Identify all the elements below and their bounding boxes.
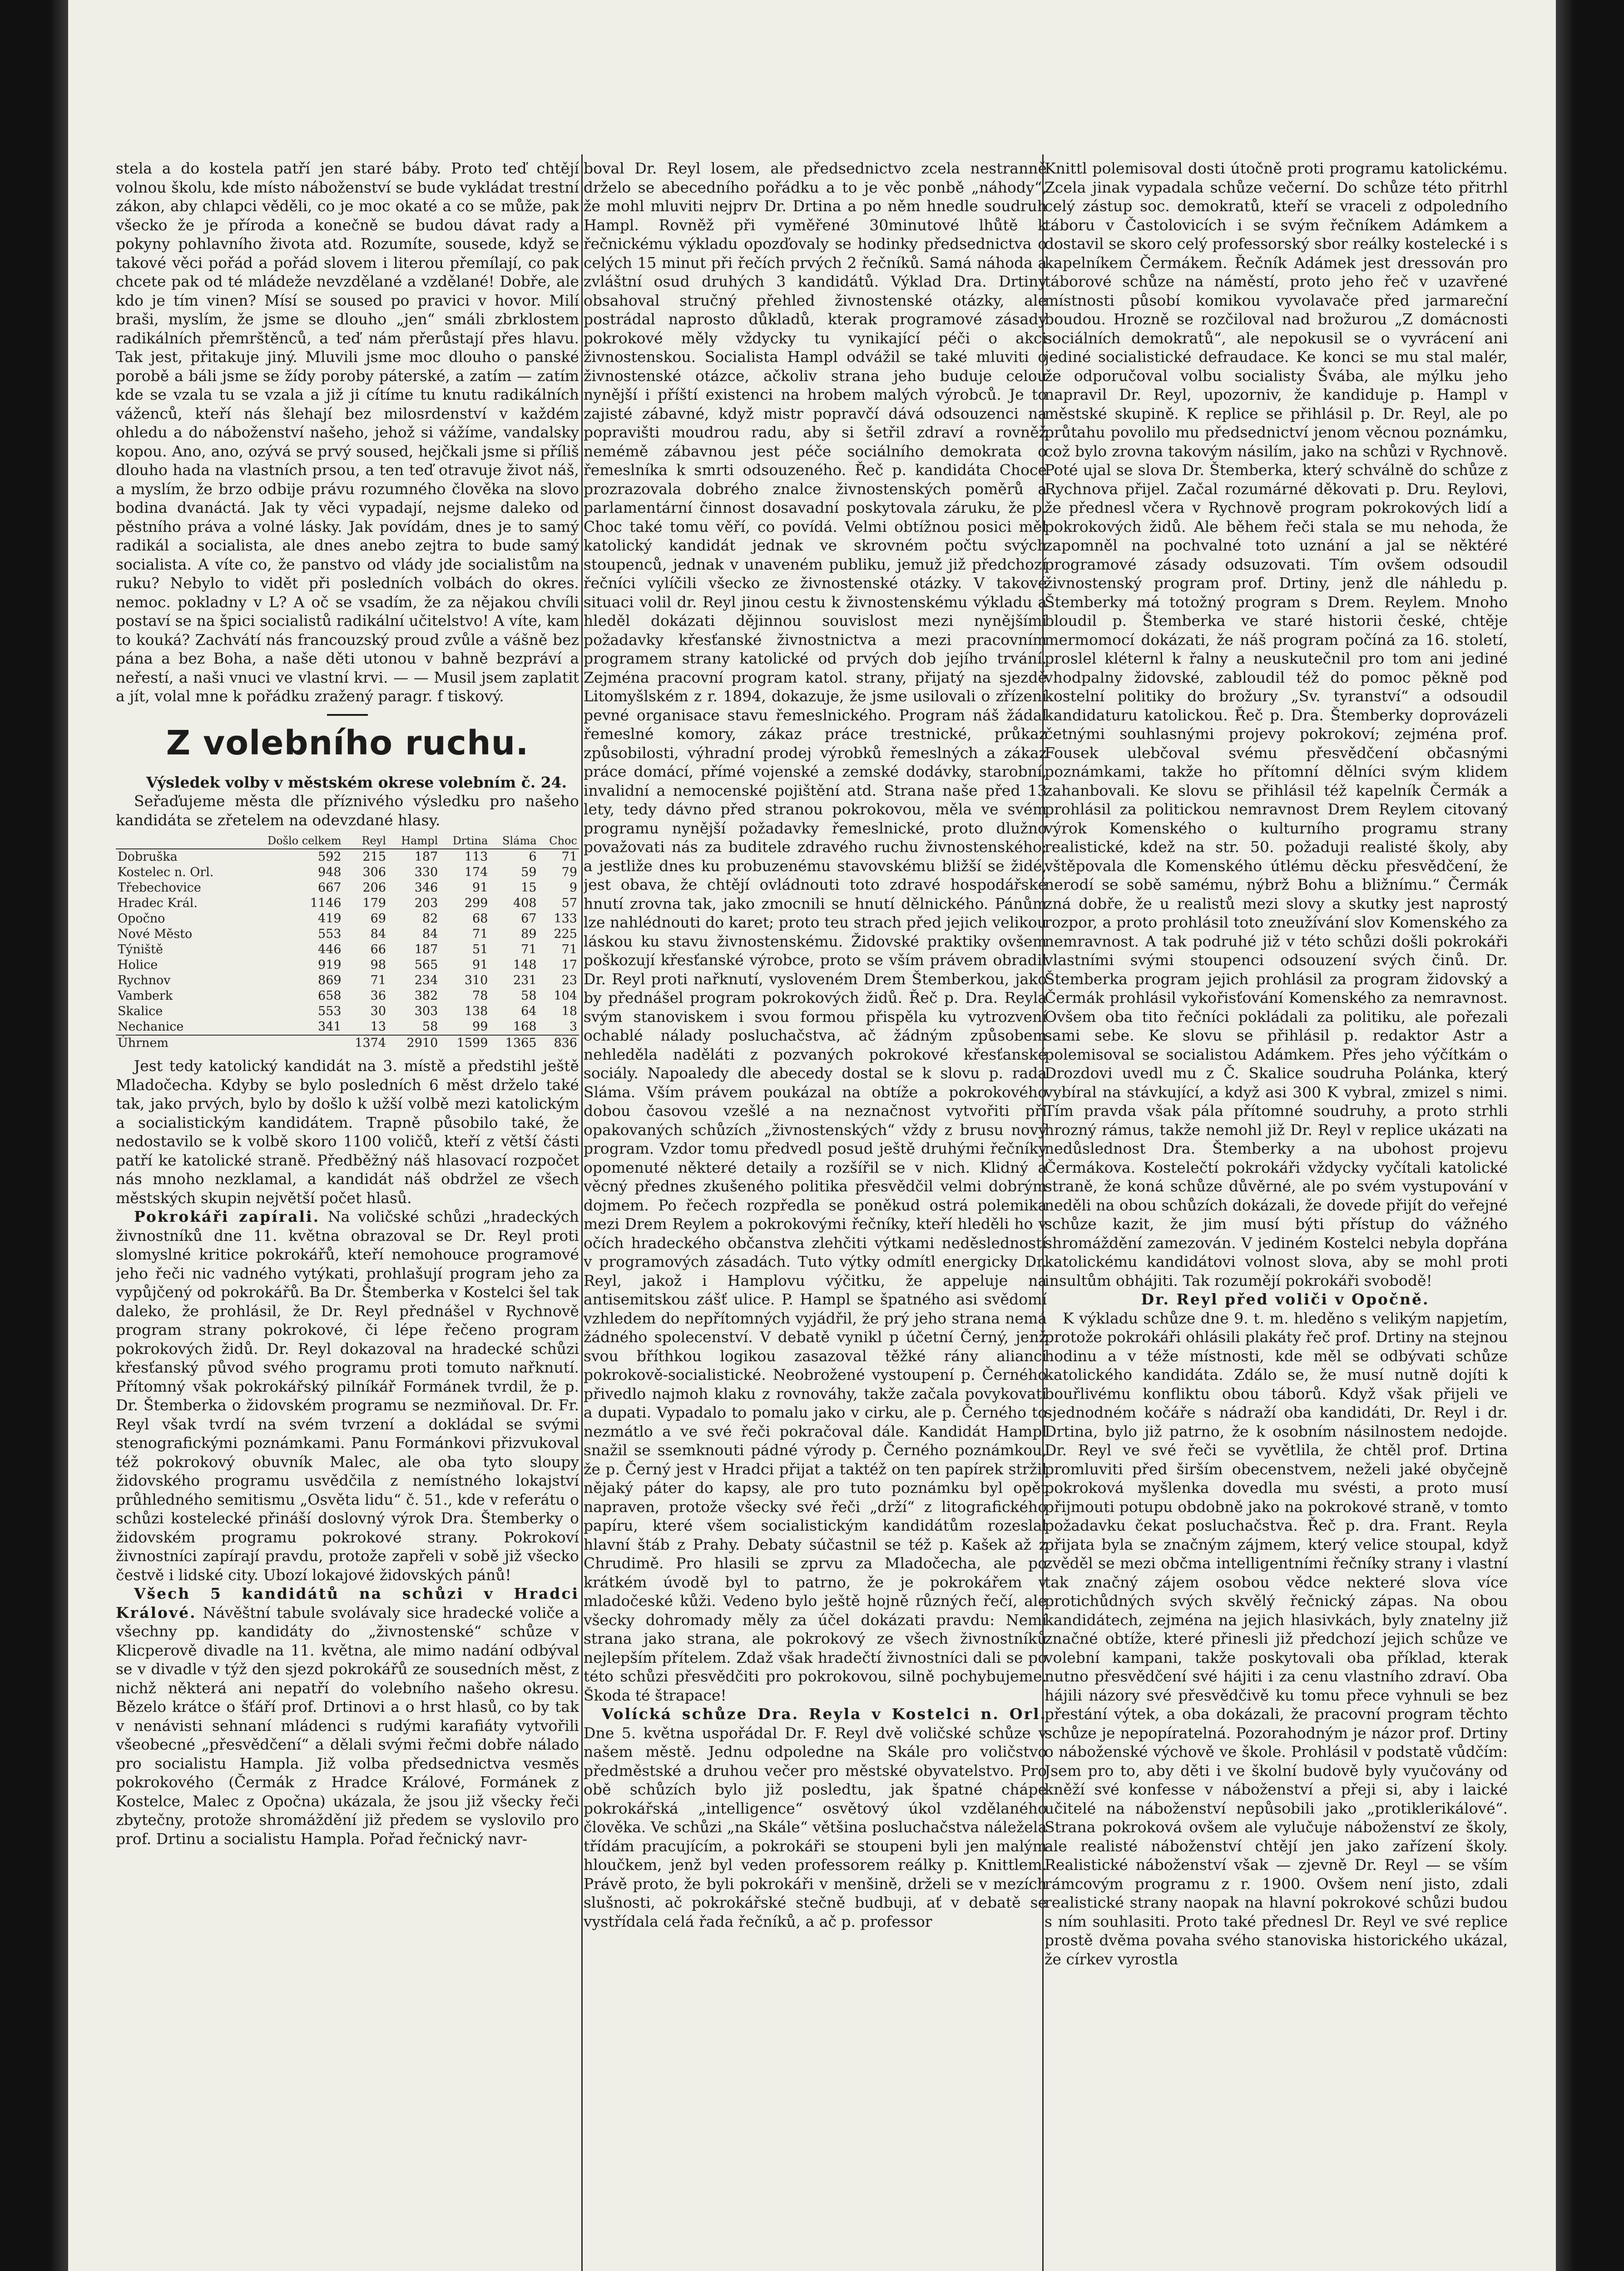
table-row: [116, 1019, 579, 1035]
table-cell-value: 51: [472, 942, 488, 957]
table-header-cell: Drtina: [440, 833, 490, 849]
column-rule-1: [581, 154, 583, 2271]
table-cell-value: 206: [362, 881, 386, 895]
table-header-cell: Došlo celkem: [244, 833, 343, 849]
table-cell-value: 187: [414, 942, 438, 957]
table-cell-value: 138: [464, 1004, 488, 1018]
col3-paragraph-1: Knittl polemisoval dosti útočně proti programu katolickému. Zcela jinak vypadala schůze večerní. Do schůze této přitrhl celý zástup soc. demokratů, kteří se vraceli z odpoledního táboru v Častolovicích i se svým řečníkem Adámkem a dostavil se skoro celý professorský sbor reálky kostelecké i s kapelníkem Čermákem. Řečník Adámek jest dressován pro táborové schůze na náměstí, proto jeho řeč v uzavřené místnosti působí komikou vyvolavače před jarmareční boudou. Hrozně se rozčiloval nad brožurou „Z domácnosti sociálních demokratů“, ale nepokusil se o vyvrácení ani jediné socialistické defraudace. Ke konci se mu stal malér, že odporučoval volbu socialisty Švába, ale mýlku jeho napravil Dr. Reyl, upozorniv, že kandiduje p. Hampl v městské skupině. K replice se přihlásil p. Dr. Reyl, ale po průtahu povolilo mu předsednictví jenom věcnou poznámku, což bylo zrovna takovým násilím, jako na schůzi v Rychnově. Poté ujal se slova Dr. Štemberka, který schválně do schůze z Rychnova přijel. Začal rozumárné děkovati p. Dru. Reylovi, že přednesl včera v Rychnově program pokrokových lidí a pokrokových židů. Ale během řeči stala se mu nehoda, že zapomněl na pochvalné toto uznání a jal se něktéré programové zásady odsuzovati. Tím ovšem odsoudil živnostenský program prof. Drtiny, jenž dle náhledu p. Štemberky má totožný program s Drem. Reylem. Mnoho bloudil p. Štemberka ve staré historii české, chtěje mermomocí dokázati, že náš program počíná za 16. století, proslel kléternl k řalny a neuskutečnil pro tom ani jediné vhodpalny židovské, zabloudil též do pomoc pěkně pod kostelní politiky do brožury „Sv. tyranství“ a odsoudil kandidaturu katolickou. Řeč p. Dra. Štemberky doprovázeli četnými souhlasnými projevy pokrokoví; zejména prof. Fousek ulebčoval svému přesvědčení občasnými poznámkami, takže ho přítomní dělníci svým klidem zahanbovali. Ke slovu se přihlásil též kapelník Čermák a prohlásil za politickou nemravnost Drem Reylem citovaný výrok Komenského o kulturního programu strany realistické, kdež na str. 50. požaduji realisté školy, aby vštěpovala dle Komenského útlému děcku přesvědčení, že nerodí se sobě samému, nýbrž Bohu a bližnímu.“ Čermák zná dobře, že u realistů mezi slovy a skutky jest naprostý rozpor, a proto prohlásil toto zneužívání slov Komenského za nemravnost. A tak podruhé již v této schůzi došli pokrokáři vlastními svými stoupenci odsouzení svých činů. Dr. Štemberka program jejich prohlásil za program židovský a Čermák prohlásil vykořisťování Komenského za nemravnost. Ovšem oba tito řečníci pokládali za politiku, ale pořezali sami sebe. Ke slovu se přihlásil p. redaktor Astr a polemisoval se socialistou Adámkem. Přes jeho výčítkám o Drozdovi uvedl mu z Č. Skalice soudruha Polánka, který vybíral na stávkující, a když asi 300 K vybral, zmizel s nimi. Tím pravda však pála přítomné soudruhy, a proto strhli hrozný rámus, takže nemohl již Dr. Reyl v replice ukázati na nedůslednost Dra. Štemberky a na ubohost projevu Čermákova. Kostelečtí pokrokáři vždycky vyčítali katolické straně, že koná schůze důvěrné, ale po svém vystupování v neděli na obou schůzích dokázali, že dovede přijít do veřejné schůze kazit, že jim musí býti přístup do vážného shromáždění zamezován. V jediném Kostelci nebyla dopřána katolickému kandidátovi volnost slova, aby se mohl proti insultům obhájiti. Tak rozumějí pokrokáři svobodě!: [1045, 159, 1508, 1289]
table-cell-value: 79: [561, 865, 577, 879]
table-cell-value: 203: [414, 896, 438, 910]
table-cell-value: 234: [414, 973, 438, 987]
table-cell-value: 13: [370, 1020, 386, 1034]
table-cell-town: Týniště: [118, 942, 163, 957]
scan-border-right: [1556, 0, 1624, 2271]
table-row: [116, 973, 579, 988]
table-cell-town: Nechanice: [118, 1020, 184, 1034]
table-row: [116, 880, 579, 896]
table-cell-value: 299: [464, 896, 488, 910]
col1-paragraph-3: Jest tedy katolický kandidát na 3. místě a předstihl ještě Mladočecha. Kdyby se bylo posledních 6 měst drželo také tak, jako prvých, bylo by došlo k užší volbě mezi katolickým a socialistickým kandidátem. Trapně působilo také, že nedostavilo se k volbě skoro 1100 voličů, kteří z větší části patří ke katolické straně. Předběžný náš hlasovací rozpočet nás mnoho nezklamal, a kandidát náš obdržel ze všech městských skupin největší počet hlasů.: [116, 1057, 579, 1207]
table-cell-value: 3: [569, 1020, 577, 1034]
table-cell-value: 1146: [310, 896, 342, 910]
table-cell-value: 408: [513, 896, 537, 910]
table-cell-value: 231: [513, 973, 537, 987]
table-cell-value: 667: [318, 881, 342, 895]
table-cell-value: 91: [472, 958, 488, 972]
table-cell-town: Nové Město: [118, 927, 193, 941]
paragraph-lead: Všech 5 kandidátů na schůzi v Hradci Králové.: [116, 1585, 579, 1621]
table-cell-value: 553: [318, 1004, 342, 1018]
table-cell-value: 91: [472, 881, 488, 895]
table-total-value: 1374: [343, 1035, 388, 1051]
table-total-value: 1365: [490, 1035, 538, 1051]
table-cell-value: 174: [464, 865, 488, 879]
paragraph-body: Dne 5. května uspořádal Dr. F. Reyl dvě voličské schůze v našem městě. Jednu odpoledne na Skále pro voličstvo předměstské a druhou večer pro městské obyvatelstvo. Pro obě schůzích bylo již posledtu, jak špatné chápe pokrokářská „intelligence“ osvětový úkol vzdělaného člověka. Ve schůzi „na Skále“ většina posluchačstva náležela třídám pracujícím, a pokrokáři se stoupeni byli jen malým hloučkem, jenž byl veden professorem reálky p. Knittlem. Právě proto, že byli pokrokáři v menšině, drželi se v mezích slušnosti, ač pokrokářské stečně budbuji, ať v debatě se vystřídala celá řada řečníků, a ač p. professor: [584, 1724, 1047, 1930]
table-cell-value: 71: [561, 850, 577, 864]
table-cell-value: 341: [318, 1020, 342, 1034]
table-cell-value: 148: [513, 958, 537, 972]
table-cell-value: 346: [414, 881, 438, 895]
table-cell-value: 18: [561, 1004, 577, 1018]
col3-heading: [1045, 1290, 1508, 1309]
table-cell-value: 658: [318, 989, 342, 1003]
table-cell-value: 71: [370, 973, 386, 987]
table-cell-value: 168: [513, 1020, 537, 1034]
column-1: [116, 159, 579, 2271]
table-cell-value: 69: [370, 912, 386, 926]
col2-paragraph-1: boval Dr. Reyl losem, ale předsednictvo zcela nestranně drželo se abecedního pořádku a to je věc ponbě „náhody“, že mohl mluviti nejprv Dr. Drtina a po něm hnedle soudruh Hampl. Rovněž při vyměřené 30minutové lhůtě k řečnickému výkladu opozďovaly se hodinky předsednictva o celých 15 minut při řečích prvých 2 řečníků. Samá náhoda a zvláštní osud druhých 3 kandidátů. Výklad Dra. Drtiny obsahoval stručný přehled živnostenské otázky, ale postrádal naprosto důkladů, kterak programové zásady pokrokové měly vždycky tu vynikající péči o akci živnostenskou. Socialista Hampl odvážil se také mluviti o živnostenské otázce, ačkoliv strana jeho buduje celou nynější i příští existenci na hrobem malých výrobců. Je to zajisté zábavné, když mistr popravčí dává odsouzenci na popravišti moudrou radu, aby si šetřil zdraví a rovněž nemémě zábavnou jest péče sociálního demokrata o řemeslníka k smrti odsouzeného. Řeč p. kandidáta Choce prozrazovala dobrého znalce živnostenských poměrů a parlamentární činnost dosavadní poskytovala záruku, že p. Choc také tomu věří, co povídá. Velmi obtížnou posici měl katolický kandidát jednak ve skrovném počtu svých stoupenců, jednak v unaveném publiku, jemuž již předchozí řečníci vylíčili všecko ze živnostenské otázky. V takové situaci volil dr. Reyl jinou cestu k živnostenskému výkladu a hleděl dokázati dějinnou souvislost mezi nynějšími požadavky křesťanské živnostnictva a mezi pracovním programem strany katolické od prvých dob jejího trvání. Zejména pracovní program katol. strany, přijatý na sjezdě Litomyšlském z r. 1894, dokazuje, že jsme usilovali o zřízení pevné organisace stavu řemeslnického. Program náš žádal řemeslné komory, zákaz práce trestnické, průkaz způsobilosti, výhradní prodej výrobků řemeslných a zákaz práce domácí, přímé vojenské a zemské dodávky, starobní, invalidní a nemocenské pojištění atd. Strana naše před 13 lety, tedy dávno před stranou pokrokovou, měla ve svém programu nynější požadavky řemeslnické, proto dlužno považovati nás za buditele zdravého ruchu živnostenského; a jestliže dnes ku probuzenému stavovskému bližší se židé, jest obava, že chtějí ovládnouti toto zdravé hospodářské hnutí zrovna tak, jako zmocnili se hnutí dělnického. Pánům lze nahlédnouti do karet; proto teu strach před jejich velikou láskou ku stavu živnostenskému. Židovské praktiky ovšem poškozují křesťanské výrobce, proto se vším právem obradil Dr. Reyl proti nařknutí, vysloveném Drem Štemberkou, jako by přednášel program pokrokových židů. Řeč p. Dra. Reyla svým stanoviskem i svou formou přispěla ku vytrozvení ochablé nálady posluchačstva, ač žádným způsobem nehleděla naděláti z pozvaných pokrokové křesťanské sociály. Napoaledy dle abecedy dostal se k slovu p. rada Sláma. Vším právem poukázal na obtíže a pokrokového dobou časovou vzešlé a na neznačnost vytvořiti při opakovaných schůzích „živnostenských“ vždy z brusu nový program. Vzdor tomu předvedl posud ještě druhými řečníky opomenuté některé detaily a rozšířil se v nich. Klidný a věcný přednes zkušeného politika přesvědčil velmi dobrým dojmem. Po řečech rozpředla se poněkud ostrá polemika mezi Drem Reylem a pokrokovými řečníky, kteří hleděli ho v očích hradeckého občanstva zlehčiti výtkami neděsledností v programových zásadách. Tuto výtky odmítl energicky Dr. Reyl, jakož i Hamplovu výčitku, že appeluje na antisemitskou zášť ulice. P. Hampl se špatného asi svědomí vzhledem do nepřítomných vyjádřil, že prý jeho strana nemá žádného spolecenství. V debatě vynikl p účetní Černý, jenž svou bříthkou logikou zasazoval těžké rány alianci pokrokově-socialistické. Neobrožené vystoupení p. Černého přivedlo najmoh klaku z rovnováhy, takže začala povykovati a dupati. Vypadalo to pomalu jako v cirku, ale p. Černého to nezmátlo a ve své řeči pokračoval dále. Kandidát Hampl snažil se ssemknouti pádné výrody p. Černého poznámkou, že p. Černý jest v Hradci přijat a taktéž on ten papírek stržil nějaký páter do kapsy, ale pro tuto poznámku byl opět napraven, protože všecky své řeči „drží“ z litografického papíru, které všem socialistickým kandidátům rozeslal hlavní štáb z Prahy. Debaty súčastnil se též p. Kašek až z Chrudimě. Pro hlasili se zprvu za Mladočecha, ale po krátkém úvodě byl to patrno, že je pokrokářem v mladočeské kůži. Vedeno bylo ještě hojně různých řečí, ale všecky dohromady měly za účel dokázati pravdu: Nemí strana jako strana, ale pokrokový ze všech živnostníků nejlepším přítelem. Zdaž však hradečtí živnostníci dali se po této schůzi přesvědčiti pro pokrokovou, silně pochybujeme. Škoda té štrapace!: [584, 159, 1047, 1704]
table-row: [116, 988, 579, 1004]
table-cell-value: 84: [422, 927, 438, 941]
table-row: [116, 1004, 579, 1019]
table-row: [116, 865, 579, 880]
table-cell-value: 919: [318, 958, 342, 972]
table-cell-town: Kostelec n. Orl.: [118, 865, 214, 879]
scan-border-left: [0, 0, 68, 2271]
table-cell-town: Opočno: [118, 912, 165, 926]
table-cell-value: 9: [569, 881, 577, 895]
table-cell-value: 303: [414, 1004, 438, 1018]
table-total-row: [116, 1035, 579, 1051]
col1-paragraph-4: [116, 1207, 579, 1584]
table-cell-value: 215: [362, 850, 386, 864]
table-cell-value: 565: [414, 958, 438, 972]
table-cell-value: 225: [554, 927, 577, 941]
table-cell-value: 58: [521, 989, 537, 1003]
table-total-value: 836: [539, 1035, 579, 1051]
table-header-row: [116, 833, 579, 849]
table-cell-value: 6: [529, 850, 537, 864]
table-cell-value: 71: [561, 942, 577, 957]
table-cell-value: 64: [521, 1004, 537, 1018]
result-subhead: Výsledek volby v městském okrese volebním č. 24.: [146, 773, 567, 791]
table-cell-value: 84: [370, 927, 386, 941]
table-cell-value: 592: [318, 850, 342, 864]
table-cell-value: 113: [464, 850, 488, 864]
column-3: [1045, 159, 1508, 2271]
table-header-cell: Sláma: [490, 833, 538, 849]
table-cell-value: 66: [370, 942, 386, 957]
table-cell-value: 310: [464, 973, 488, 987]
paragraph-body: Na voličské schůzi „hradeckých živnostníků dne 11. května obrazoval se Dr. Reyl proti slomyslné kritice pokrokářů, kteří nemohouce programové jeho řeči nic vadného vytýkati, prohlašují program jeho za vypůjčený od pokrokářů. Ba Dr. Štemberka v Kostelci šel tak daleko, že prohlásil, že Dr. Reyl přednášel v Rychnově program strany pokrokové, či lépe řečeno program pokrokových židů. Dr. Reyl dokazoval na hradecké schůzi křesťanský původ svého programu proti tomuto nařknutí. Přítomný však pokrokářský pilníkář Formánek tvrdil, že p. Dr. Štemberka o židovském programu se nezmiňoval. Dr. Fr. Reyl však tvrdí na svém tvrzení a dokládal se svými stenografickými poznámkami. Panu Formánkovi přizvukoval též pokrokový obuvník Malec, ale oba tyto sloupy židovského programu usvědčila z nemístného lokajství průhledného semitismu „Osvěta lidu“ č. 51., kde v referátu o schůzi kostelecké přináší doslovný výrok Dra. Štemberky o židovském programu pokrokové strany. Pokrokoví živnostníci zapírají pravdu, protože zapřeli v sobě již všecko čestvě i lidské city. Ubozí lokajové židovských pánů!: [116, 1208, 579, 1584]
table-cell-value: 58: [422, 1020, 438, 1034]
table-row: [116, 911, 579, 927]
separator-dash: [327, 714, 368, 716]
section-title: Z volebního ruchu.: [166, 723, 529, 763]
table-cell-value: 17: [561, 958, 577, 972]
table-cell-value: 330: [414, 865, 438, 879]
table-row: [116, 927, 579, 942]
paragraph-lead: Pokrokáři zapírali.: [134, 1208, 320, 1225]
col2-paragraph-2: [584, 1705, 1047, 1931]
table-header-cell: Choc: [539, 833, 579, 849]
table-cell-town: Rychnov: [118, 973, 171, 987]
election-results-table: [116, 833, 579, 1051]
result-intro: Seřaďujeme města dle příznivého výsledku pro našeho kandidáta se zřetelem na odevzdané hlasy.: [116, 792, 579, 829]
table-cell-value: 71: [472, 927, 488, 941]
table-cell-town: Vamberk: [118, 989, 173, 1003]
col3-paragraph-2: K výkladu schůze dne 9. t. m. hleděno s velikým napjetím, protože pokrokáři ohlásili plakáty řeč prof. Drtiny na stejnou hodinu a v téže místnosti, kde měl se odbývati schůze katolického kandidáta. Zdálo se, že musí nutně dojíti k bouřlivému konfliktu obou táborů. Když však přijeli ve sjednodném kočáře s nádraží oba kandidáti, Dr. Reyl i dr. Drtina, bylo již patrno, že k osobním násilnostem nedojde. Dr. Reyl ve své řeči se vyvětlila, že chtěl prof. Drtina promluviti před širším obecenstvem, neželi jaké obyčejně pokroková myšlenka dovedla mu svésti, a proto musí přijmouti potupu obdobně jako na pokrokové straně, v tomto požadavku čekat posluchačstva. Řeč p. dra. Frant. Reyla přijata byla se značným zájmem, který velice stoupal, když zvěděl se mezi občma intelligentními řečníky strany i vlastní tak značný zájem osobou vědce nekteré slova více protichůdných svých skvělý řečnický zápas. Na obou kandidátech, zejména na jejich hlasivkách, byly znatelny již značné obtíže, které přinesli již předchozí jejich schůze ve volební kampani, takže poskytovali oba příklad, kterak nutno přesvědčení své hájiti i za cenu vlastního zdraví. Oba hájili názory své přesvědčivě ku tomu přece vyhnuli se bez přestání výtek, a oba dokázali, že pracovní program těchto schůze je nepopíratelná. Pozorahodným je názor prof. Drtiny o náboženské výchově ve škole. Prohlásil v podstatě vůdčím: Jsem pro to, aby děti i ve školní budově byly vyučovány od kněží své konfesse v náboženství a přeji si, aby i laické učitelé na náboženství nepůsobili jako „protiklerikálové“. Strana pokroková ovšem ale vylučuje náboženství ze školy, ale realisté náboženství chtějí jen jako zařízení školy. Realistické náboženství však — zjevně Dr. Reyl — se vším rámcovým programu z r. 1900. Ovšem není jisto, zdali realistické strany naopak na hlavní pokrokové schůzi budou s ním souhlasiti. Proto také přednesl Dr. Reyl ve své replice prostě dvěma povaha svého stanoviska historického ukázal, že církev vyrostla: [1045, 1309, 1508, 1968]
table-row: [116, 957, 579, 973]
table-cell-value: 98: [370, 958, 386, 972]
table-cell-value: 30: [370, 1004, 386, 1018]
table-cell-town: Třebechovice: [118, 881, 201, 895]
table-cell-value: 179: [362, 896, 386, 910]
table-cell-value: 99: [472, 1020, 488, 1034]
table-cell-value: 133: [554, 912, 577, 926]
table-header-cell: Reyl: [343, 833, 388, 849]
table-cell-value: 446: [318, 942, 342, 957]
table-cell-value: 948: [318, 865, 342, 879]
table-cell-value: 419: [318, 912, 342, 926]
table-cell-value: 89: [521, 927, 537, 941]
table-row: [116, 896, 579, 911]
table-cell-value: 67: [521, 912, 537, 926]
table-cell-value: 68: [472, 912, 488, 926]
table-total-value: 2910: [388, 1035, 440, 1051]
table-cell-value: 553: [318, 927, 342, 941]
table-cell-value: 36: [370, 989, 386, 1003]
table-cell-value: 104: [554, 989, 577, 1003]
table-cell-value: 57: [561, 896, 577, 910]
table-header-cell: [116, 833, 244, 849]
paragraph-body: Návěštní tabule svolávaly sice hradecké voliče a všechny pp. kandidáty do „živnostenské“ schůze v Klicperově divadle na 11. května, ale mimo nadání odbýval se v divadle v týž den sjezd pokrokářů ze sousedních měst, z nichž některá ani nepatří do volebního našeho okresu. Bězelo krátce o šťáří prof. Drtinovi a o hrst hlasů, co by tak v nenávisti sehnaní mládenci s rudými karafiáty vytvořili všeobecné „přesvědčení“ a dělali svými řečmi dobře nálado pro socialistu Hampla. Již volba předsednictva vesměs pokrokového (Čermák z Hradce Králové, Formánek z Kostelce, Malec z Opočna) ukázala, že jsou již všecky řeči zbytečny, protože shromáždění již předem se vyslovilo pro prof. Drtinu a socialistu Hampla. Pořad řečnický navr-: [116, 1603, 579, 1848]
table-total-value: 1599: [440, 1035, 490, 1051]
table-row: [116, 942, 579, 957]
table-total-value: [244, 1035, 343, 1051]
table-cell-value: 15: [521, 881, 537, 895]
table-cell-value: 869: [318, 973, 342, 987]
table-body: [116, 849, 579, 1051]
table-cell-value: 187: [414, 850, 438, 864]
paragraph-lead: Volícká schůze Dra. Reyla v Kostelci n. Orl.: [602, 1705, 1047, 1723]
column-2: [584, 159, 1047, 2271]
table-cell-town: Skalice: [118, 1004, 163, 1018]
table-cell-value: 71: [521, 942, 537, 957]
table-cell-value: 382: [414, 989, 438, 1003]
table-cell-town: Dobruška: [118, 850, 178, 864]
table-cell-value: 78: [472, 989, 488, 1003]
col1-paragraph-5: [116, 1584, 579, 1848]
paragraph-lead: Dr. Reyl před voliči v Opočně.: [1141, 1290, 1430, 1308]
table-cell-town: Hradec Král.: [118, 896, 198, 910]
table-header-cell: Hampl: [388, 833, 440, 849]
table-cell-value: 306: [362, 865, 386, 879]
table-cell-town: Holice: [118, 958, 158, 972]
table-cell-value: 23: [561, 973, 577, 987]
table-total-label: Úhrnem: [116, 1035, 244, 1051]
col1-paragraph-1: stela a do kostela patří jen staré báby. Proto teď chtějí volnou školu, kde místo náboženství se bude vykládat trestní zákon, aby chlapci věděli, co je moc okaté a co se může, pak všecko že je příroda a konečně se budou dávat rady a pokyny pohlavního života atd. Rozumíte, sousede, když se takové věci pořád a pořád slovem i literou přemílají, co pak chcete pak od té mládeže nevzdělané a vzdělané! Dobře, ale kdo je tím vinen? Mísí se soused po pravici v hovor. Milí braši, myslím, že jsme se dlouho „jen“ smáli zbrklostem radikálních přemrštěnců, a teď nám přerůstají přes hlavu. Tak jest, přitakuje jiný. Mluvili jsme moc dlouho o panské porobě a báli jsme se žídy poroby páterské, a zatím — zatím kde se vzala tu se vzala a již ji cítíme tu knutu radikálních váženců, kteří nás šlehají bez milosrdenství v každém ohledu a do náboženství našeho, jehož si vážíme, vandalsky kopou. Ano, ano, ozývá se prvý soused, hejčkali jsme si příliš dlouho hada na vlastních prsou, a ten teď otravuje život náš, a myslím, že brzo odbije právu rozumného člověka na slovo bodina dvanáctá. Jak ty věci vypadají, nejsme daleko od pěstního práva a volné lásky. Jak povídám, dnes je to samý radikál a socialista, ale dnes anebo zejtra to bude samý socialista. A víte co, že panstvo od vlády jde socialistům na ruku? Nebylo to vidět při posledních volbách do okres. nemoc. pokladny v L? A oč se vsadím, že za nějakou chvíli postaví se na špici socialistů radikální učitelstvo! A víte, kam to kouká? Zachvátí nás francouzský proud zvůle a vášně bez pána a bez Boha, a naše děti utonou v bahně bezpráví a neřestí, a naši vnuci ve vlastní krvi. — — Musil jsem zaplatit a jít, volal mne k pořádku zražený paragr. f tiskový.: [116, 159, 579, 705]
table-cell-value: 59: [521, 865, 537, 879]
table-row: [116, 849, 579, 865]
table-cell-value: 82: [422, 912, 438, 926]
